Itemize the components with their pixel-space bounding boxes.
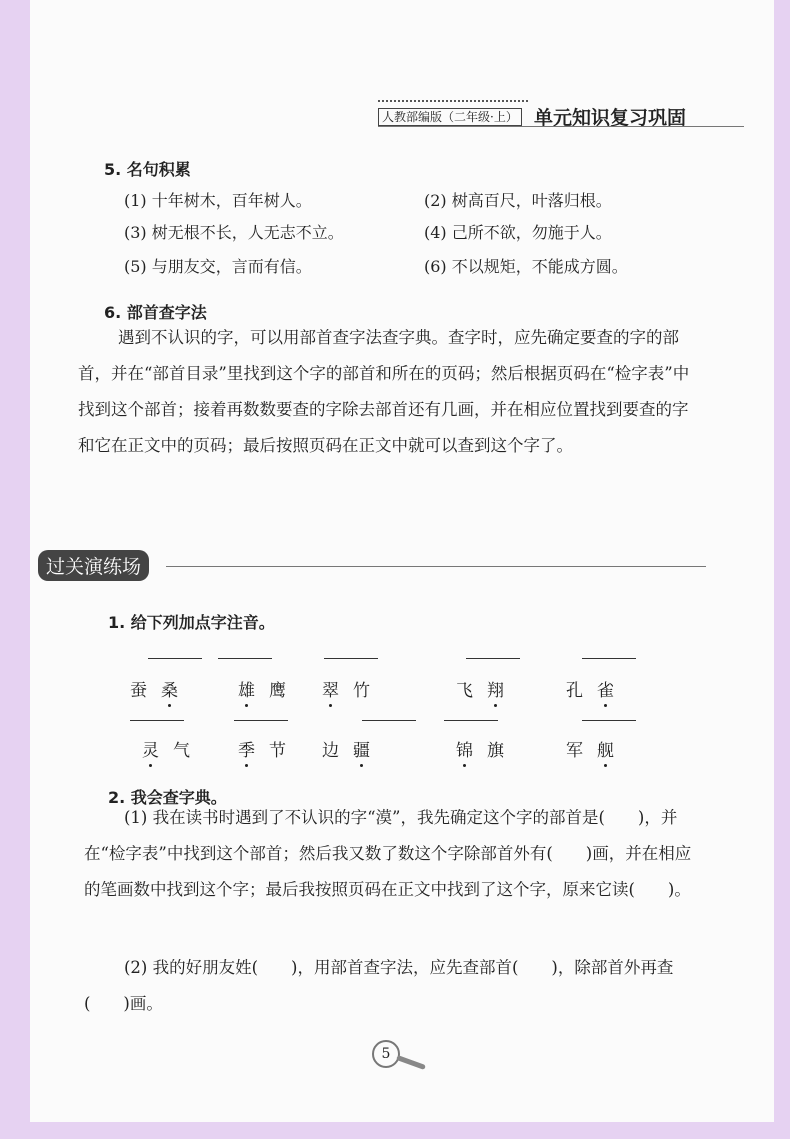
word [142, 736, 204, 761]
character: 疆 [353, 736, 384, 761]
quote: (5) 与朋友交，言而有信。 [124, 257, 312, 276]
word [322, 736, 384, 761]
character: 雄 [238, 676, 269, 701]
character: 季 [238, 736, 269, 761]
character: 鹰 [269, 681, 300, 701]
answer-blank[interactable] [218, 658, 272, 659]
word [566, 736, 628, 761]
character: 旗 [487, 741, 518, 761]
answer-blank[interactable] [582, 658, 636, 659]
section-banner: 过关演练场 [38, 550, 149, 581]
answer-blank[interactable] [130, 720, 184, 721]
quote: (3) 树无根不长，人无志不立。 [124, 223, 344, 242]
q1-heading: 1. 给下列加点字注音。 [108, 613, 275, 632]
quote: (1) 十年树木，百年树人。 [124, 191, 312, 210]
character: 气 [173, 741, 204, 761]
quote: (4) 己所不欲，勿施于人。 [424, 223, 612, 242]
character: 飞 [456, 681, 487, 701]
header-dots [378, 100, 528, 102]
s6-text: 遇到不认识的字，可以用部首查字法查字典。查字时，应先确定要查的字的部首，并在“部首目录”里找到这个字的部首和所在的页码；然后根据页码在“检字表”中找到这个部首；接着再数数要查的字除去部首还有几画，并在相应位置找到要查的字和它在正文中的页码；最后按照页码在正文中就可以查到这个字了。 [78, 328, 690, 455]
character: 翠 [322, 676, 353, 701]
character: 翔 [487, 676, 518, 701]
character: 雀 [597, 676, 628, 701]
s5-heading: 5. 名句积累 [104, 160, 191, 179]
answer-blank[interactable] [444, 720, 498, 721]
word [238, 736, 300, 761]
answer-blank[interactable] [234, 720, 288, 721]
quote: (6) 不以规矩，不能成方圆。 [424, 257, 628, 276]
character: 边 [322, 741, 353, 761]
answer-blank[interactable] [582, 720, 636, 721]
answer-blank[interactable] [148, 658, 202, 659]
q2-part2: (2) 我的好朋友姓( )，用部首查字法，应先查部首( )，除部首外再查( )画。 [84, 958, 674, 1013]
word [130, 676, 192, 701]
word [456, 736, 518, 761]
character: 蚕 [130, 681, 161, 701]
word [566, 676, 628, 701]
unit-title: 单元知识复习巩固 [534, 107, 687, 129]
character: 孔 [566, 681, 597, 701]
q2-heading: 2. 我会查字典。 [108, 788, 227, 807]
answer-blank[interactable] [466, 658, 520, 659]
character: 锦 [456, 736, 487, 761]
word [238, 676, 300, 701]
character: 灵 [142, 736, 173, 761]
answer-blank[interactable] [324, 658, 378, 659]
character: 竹 [353, 681, 384, 701]
word [456, 676, 518, 701]
header-rule [378, 126, 744, 127]
quote: (2) 树高百尺，叶落归根。 [424, 191, 612, 210]
banner-rule [166, 566, 706, 567]
answer-blank[interactable] [362, 720, 416, 721]
character: 桑 [161, 676, 192, 701]
character: 节 [269, 741, 300, 761]
page-number: 5 [372, 1040, 400, 1068]
character: 军 [566, 741, 597, 761]
q2-part1: (1) 我在读书时遇到了不认识的字“漠”，我先确定这个字的部首是( )，并在“检字表”中找到这个部首；然后我又数了数这个字除部首外有( )画，并在相应的笔画数中找到这个字；最后我按照页码在正文中找到了这个字，原来它读( )。 [84, 808, 692, 899]
edition-label: 人教部编版（二年级·上） [378, 108, 522, 126]
s6-heading: 6. 部首查字法 [104, 303, 207, 322]
character: 舰 [597, 736, 628, 761]
word [322, 676, 384, 701]
